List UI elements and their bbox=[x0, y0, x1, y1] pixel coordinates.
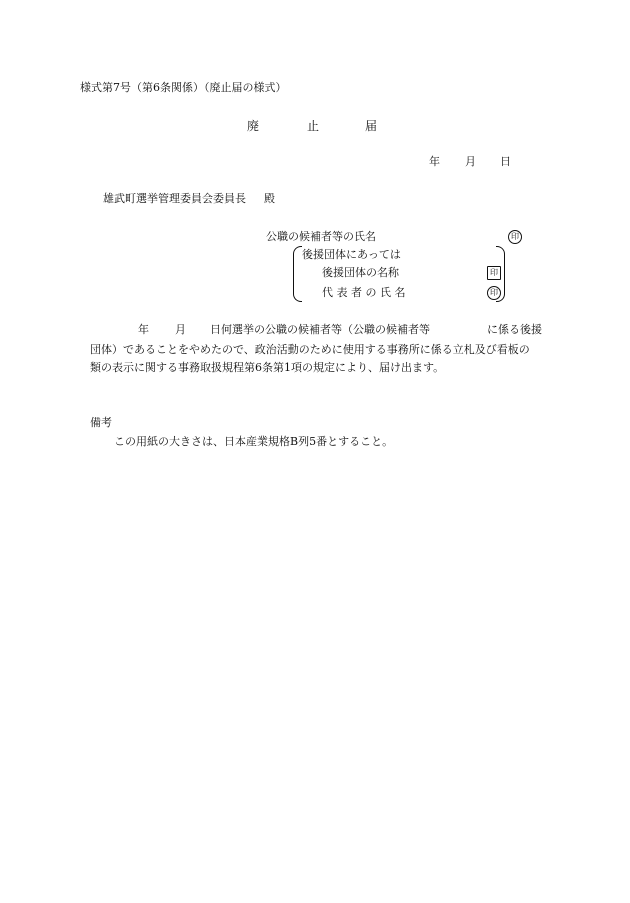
remarks-text: この用紙の大きさは、日本産業規格B列5番とすること。 bbox=[114, 435, 394, 448]
title-char-2: 止 bbox=[307, 119, 320, 133]
seal-candidate: 印 bbox=[508, 230, 522, 244]
body-year: 年 bbox=[138, 323, 149, 336]
seal-group: 印 bbox=[487, 266, 501, 280]
seal-representative: 印 bbox=[487, 286, 501, 300]
support-group-intro: 後援団体にあっては bbox=[302, 248, 401, 261]
title-char-1: 廃 bbox=[247, 119, 260, 133]
date-month: 月 bbox=[465, 155, 476, 168]
body-month: 月 bbox=[175, 323, 186, 336]
bracket-left bbox=[293, 246, 302, 302]
recipient-honorific: 殿 bbox=[264, 192, 275, 205]
recipient-name: 雄武町選挙管理委員会委員長 bbox=[103, 192, 246, 205]
representative-name-label: 代 表 者 の 氏 名 bbox=[322, 286, 406, 299]
candidate-name-label: 公職の候補者等の氏名 bbox=[266, 230, 376, 243]
support-group-name-label: 後援団体の名称 bbox=[322, 266, 399, 279]
body-line-2: 団体）であることをやめたので、政治活動のために使用する事務所に係る立札及び看板の bbox=[90, 343, 530, 356]
remarks-heading: 備考 bbox=[90, 416, 112, 429]
body-line-1: 日何選挙の公職の候補者等（公職の候補者等 bbox=[210, 323, 430, 336]
title-char-3: 届 bbox=[365, 119, 378, 133]
form-number: 様式第7号（第6条関係）（廃止届の様式） bbox=[80, 81, 287, 94]
date-day: 日 bbox=[500, 155, 511, 168]
body-line-3: 類の表示に関する事務取扱規程第6条第1項の規定により、届け出ます。 bbox=[90, 361, 445, 374]
date-year: 年 bbox=[429, 155, 440, 168]
body-line-1-end: に係る後援 bbox=[487, 323, 542, 336]
